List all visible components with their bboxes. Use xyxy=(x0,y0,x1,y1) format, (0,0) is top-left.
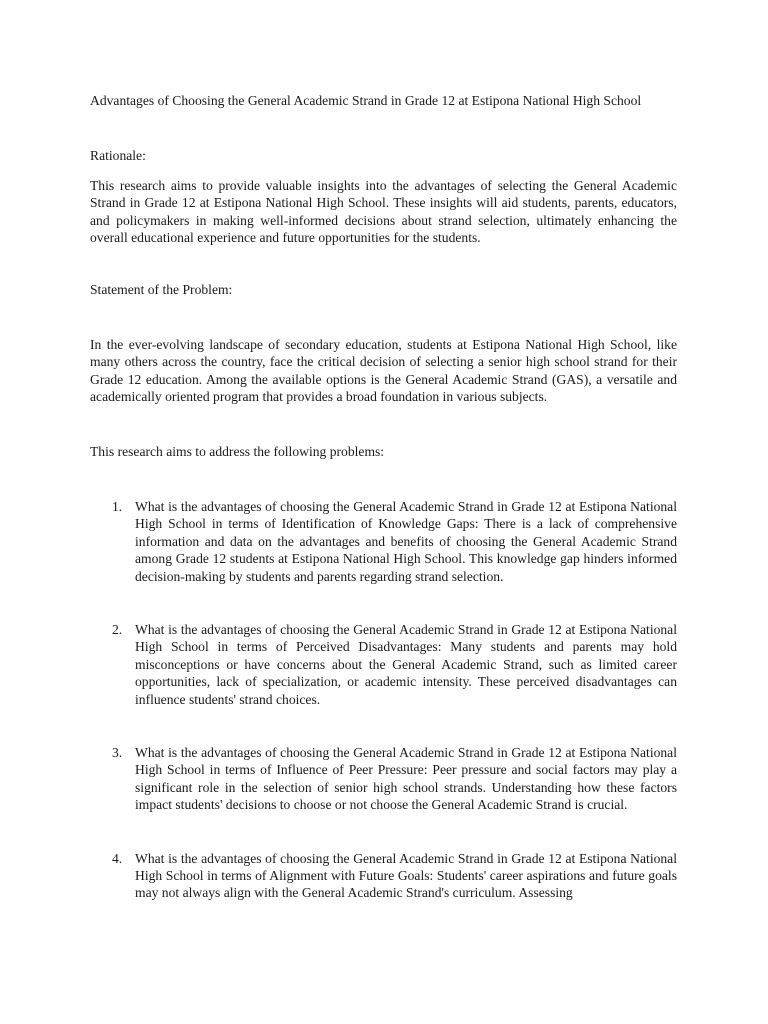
list-item-number: 2. xyxy=(112,621,123,637)
list-item xyxy=(90,850,677,902)
statement-of-problem-heading: Statement of the Problem: xyxy=(90,282,233,298)
list-item xyxy=(90,621,677,708)
document-page xyxy=(90,92,677,902)
list-item xyxy=(90,744,677,814)
list-item-number: 4. xyxy=(112,850,123,866)
list-item-text: What is the advantages of choosing the General Academic Strand in Grade 12 at Estipona National High School in terms of Identification of Knowledge Gaps: There is a lack of comprehensive information and data on the advantages and benefits of choosing the General Academic Strand among Grade 12 students at Estipona National High School. This knowledge gap hinders informed decision-making by students and parents regarding strand selection. xyxy=(135,498,677,584)
problems-list xyxy=(90,498,677,902)
list-item-number: 3. xyxy=(112,744,123,760)
list-item-text: What is the advantages of choosing the General Academic Strand in Grade 12 at Estipona National High School in terms of Influence of Peer Pressure: Peer pressure and social factors may play a significant role in the selection of senior high school strands. Understanding how these factors impact students' decisions to choose or not choose the General Academic Strand is crucial. xyxy=(135,744,677,813)
problems-intro: This research aims to address the following problems: xyxy=(90,444,385,460)
list-item-number: 1. xyxy=(112,498,123,514)
list-item-text: What is the advantages of choosing the General Academic Strand in Grade 12 at Estipona National High School in terms of Perceived Disadvantages: Many students and parents may hold misconceptions or have concerns about the General Academic Strand, such as limited career opportunities, lack of specialization, or academic intensity. These perceived disadvantages can influence students' strand choices. xyxy=(135,621,677,707)
rationale-heading: Rationale: xyxy=(90,148,146,164)
list-item xyxy=(90,498,677,585)
list-item-text: What is the advantages of choosing the General Academic Strand in Grade 12 at Estipona National High School in terms of Alignment with Future Goals: Students' career aspirations and future goals may not always align with the General Academic Strand's curriculum. Assessing xyxy=(135,850,677,901)
document-title: Advantages of Choosing the General Academic Strand in Grade 12 at Estipona National High School xyxy=(90,93,642,108)
rationale-paragraph: This research aims to provide valuable insights into the advantages of selecting the General Academic Strand in Grade 12 at Estipona National High School. These insights will aid students, parents, educators, and policymakers in making well-informed decisions about strand selection, ultimately enhancing the overall educational experience and future opportunities for the students. xyxy=(90,177,677,246)
statement-of-problem-paragraph: In the ever-evolving landscape of secondary education, students at Estipona National High School, like many others across the country, face the critical decision of selecting a senior high school strand for their Grade 12 education. Among the available options is the General Academic Strand (GAS), a versatile and academically oriented program that provides a broad foundation in various subjects. xyxy=(90,336,677,405)
